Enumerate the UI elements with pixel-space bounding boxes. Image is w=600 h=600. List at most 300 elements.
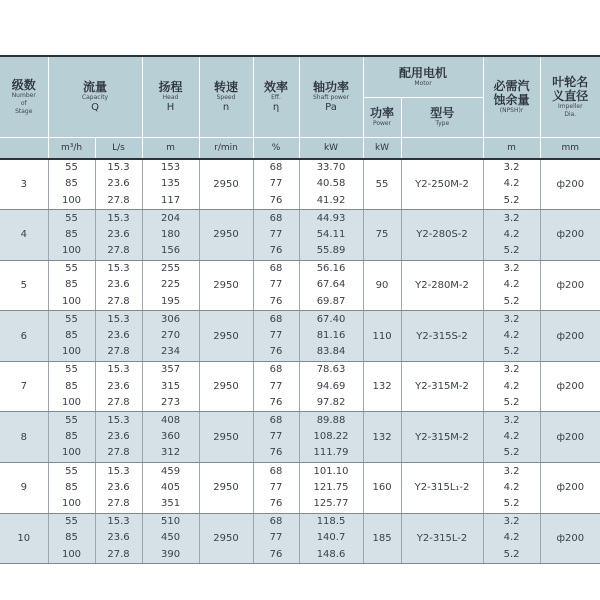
shaft-power-value: 97.82 bbox=[316, 396, 346, 408]
npsh-value-cell bbox=[483, 412, 540, 463]
shaft-power-value: 69.87 bbox=[316, 295, 346, 307]
shaft-power-value: 55.89 bbox=[316, 244, 346, 256]
efficiency-value: 76 bbox=[269, 497, 283, 509]
npsh-value: 4.2 bbox=[503, 431, 520, 443]
capacity-ls-value: 23.6 bbox=[107, 431, 130, 443]
speed-value: 2950 bbox=[199, 361, 253, 412]
npsh-value: 3.2 bbox=[503, 465, 520, 477]
efficiency-value-cell bbox=[253, 412, 299, 463]
efficiency-value-cell bbox=[253, 361, 299, 412]
motor-power-value: 132 bbox=[363, 361, 401, 412]
header-speed-symbol: n bbox=[222, 101, 230, 113]
npsh-value: 4.2 bbox=[503, 481, 520, 493]
unit-shaft-power: kW bbox=[299, 137, 363, 159]
motor-type-value: Y2-315L₁-2 bbox=[401, 463, 483, 514]
shaft-power-value: 125.77 bbox=[313, 497, 349, 509]
capacity-ls-value: 23.6 bbox=[107, 329, 130, 341]
capacity-ls-value: 27.8 bbox=[107, 548, 130, 560]
header-efficiency-en: Eff. bbox=[271, 93, 281, 101]
header-motor-type bbox=[401, 97, 483, 137]
capacity-m3h-value-cell bbox=[48, 463, 95, 514]
capacity-m3h-value: 85 bbox=[65, 228, 78, 240]
capacity-m3h-value: 100 bbox=[61, 346, 82, 358]
stage-group-row bbox=[0, 260, 600, 311]
capacity-m3h-value: 100 bbox=[61, 194, 82, 206]
head-value: 195 bbox=[160, 295, 181, 307]
head-value: 351 bbox=[160, 497, 181, 509]
efficiency-value-cell bbox=[253, 260, 299, 311]
efficiency-value: 76 bbox=[269, 194, 283, 206]
efficiency-value: 77 bbox=[269, 279, 283, 291]
header-efficiency bbox=[253, 56, 299, 137]
stage-group-row bbox=[0, 513, 600, 564]
capacity-ls-value: 23.6 bbox=[107, 228, 130, 240]
capacity-m3h-value: 85 bbox=[65, 279, 78, 291]
shaft-power-value-cell bbox=[299, 210, 363, 261]
efficiency-value: 76 bbox=[269, 447, 283, 459]
head-value: 306 bbox=[160, 313, 181, 325]
capacity-ls-value: 27.8 bbox=[107, 396, 130, 408]
motor-type-value: Y2-280S-2 bbox=[401, 210, 483, 261]
shaft-power-value: 111.79 bbox=[313, 447, 349, 459]
capacity-ls-value-cell bbox=[95, 311, 142, 362]
stage-group-row bbox=[0, 361, 600, 412]
header-shaft-power-zh: 轴功率 bbox=[313, 79, 350, 94]
efficiency-value: 68 bbox=[269, 313, 283, 325]
header-motor-power-en: Power bbox=[372, 120, 392, 127]
shaft-power-value: 140.7 bbox=[316, 532, 346, 544]
header-stage bbox=[0, 56, 48, 137]
speed-value: 2950 bbox=[199, 311, 253, 362]
shaft-power-value: 33.70 bbox=[316, 162, 346, 174]
efficiency-value: 77 bbox=[269, 178, 283, 190]
capacity-ls-value: 23.6 bbox=[107, 532, 130, 544]
shaft-power-value: 101.10 bbox=[313, 465, 349, 477]
npsh-value: 5.2 bbox=[503, 295, 520, 307]
npsh-value: 3.2 bbox=[503, 263, 520, 275]
capacity-m3h-value: 100 bbox=[61, 396, 82, 408]
motor-type-value: Y2-250M-2 bbox=[401, 159, 483, 210]
stage-number: 8 bbox=[0, 412, 48, 463]
impeller-diameter-value: ф200 bbox=[540, 210, 600, 261]
speed-value: 2950 bbox=[199, 159, 253, 210]
header-npsh bbox=[483, 56, 540, 137]
capacity-m3h-value: 100 bbox=[61, 548, 82, 560]
shaft-power-value: 67.64 bbox=[316, 279, 346, 291]
header-motor-type-en: Type bbox=[435, 120, 450, 127]
npsh-value: 5.2 bbox=[503, 244, 520, 256]
motor-type-value: Y2-280M-2 bbox=[401, 260, 483, 311]
capacity-ls-value-cell bbox=[95, 361, 142, 412]
capacity-ls-value-cell bbox=[95, 513, 142, 564]
shaft-power-value: 148.6 bbox=[316, 548, 346, 560]
head-value: 153 bbox=[160, 162, 181, 174]
header-head bbox=[142, 56, 199, 137]
capacity-m3h-value: 55 bbox=[65, 212, 78, 224]
head-value: 117 bbox=[160, 194, 181, 206]
efficiency-value: 68 bbox=[269, 364, 283, 376]
unit-motor-power: kW bbox=[363, 137, 401, 159]
capacity-m3h-value: 100 bbox=[61, 497, 82, 509]
stage-group-row bbox=[0, 210, 600, 261]
efficiency-value: 68 bbox=[269, 516, 283, 528]
shaft-power-value: 44.93 bbox=[316, 212, 346, 224]
head-value: 180 bbox=[160, 228, 181, 240]
capacity-ls-value: 27.8 bbox=[107, 194, 130, 206]
npsh-value: 5.2 bbox=[503, 497, 520, 509]
head-value: 357 bbox=[160, 364, 181, 376]
header-impeller-en1: Impeller bbox=[557, 102, 583, 110]
shaft-power-value-cell bbox=[299, 159, 363, 210]
capacity-m3h-value: 85 bbox=[65, 380, 78, 392]
motor-type-value: Y2-315M-2 bbox=[401, 361, 483, 412]
header-head-zh: 扬程 bbox=[158, 79, 183, 94]
capacity-ls-value: 27.8 bbox=[107, 447, 130, 459]
capacity-m3h-value: 85 bbox=[65, 431, 78, 443]
npsh-value-cell bbox=[483, 311, 540, 362]
capacity-m3h-value: 55 bbox=[65, 364, 78, 376]
header-motor bbox=[363, 56, 483, 97]
impeller-diameter-value: ф200 bbox=[540, 260, 600, 311]
head-value-cell bbox=[142, 463, 199, 514]
capacity-m3h-value: 85 bbox=[65, 329, 78, 341]
header-shaft-power-en: Shaft power bbox=[312, 93, 350, 101]
npsh-value: 3.2 bbox=[503, 162, 520, 174]
head-value: 450 bbox=[160, 532, 181, 544]
npsh-value-cell bbox=[483, 463, 540, 514]
capacity-ls-value: 15.3 bbox=[107, 212, 130, 224]
efficiency-value-cell bbox=[253, 311, 299, 362]
stage-number: 5 bbox=[0, 260, 48, 311]
speed-value: 2950 bbox=[199, 210, 253, 261]
capacity-m3h-value: 100 bbox=[61, 447, 82, 459]
header-speed-en: Speed bbox=[216, 93, 236, 101]
npsh-value-cell bbox=[483, 159, 540, 210]
head-value: 510 bbox=[160, 516, 181, 528]
capacity-ls-value: 15.3 bbox=[107, 162, 130, 174]
capacity-ls-value: 23.6 bbox=[107, 178, 130, 190]
header-motor-power bbox=[363, 97, 401, 137]
unit-capacity-m3h: m³/h bbox=[48, 137, 95, 159]
header-head-en: Head bbox=[162, 93, 179, 101]
capacity-m3h-value-cell bbox=[48, 513, 95, 564]
head-value: 390 bbox=[160, 548, 181, 560]
header-impeller bbox=[540, 56, 600, 137]
head-value: 405 bbox=[160, 481, 181, 493]
unit-impeller: mm bbox=[540, 137, 600, 159]
shaft-power-value-cell bbox=[299, 361, 363, 412]
efficiency-value-cell bbox=[253, 159, 299, 210]
shaft-power-value: 89.88 bbox=[316, 414, 346, 426]
motor-power-value: 160 bbox=[363, 463, 401, 514]
stage-number: 10 bbox=[0, 513, 48, 564]
head-value-cell bbox=[142, 412, 199, 463]
stage-number: 4 bbox=[0, 210, 48, 261]
efficiency-value: 77 bbox=[269, 532, 283, 544]
npsh-value: 5.2 bbox=[503, 447, 520, 459]
head-value: 270 bbox=[160, 329, 181, 341]
stage-group-row bbox=[0, 311, 600, 362]
efficiency-value-cell bbox=[253, 463, 299, 514]
motor-power-value: 90 bbox=[363, 260, 401, 311]
head-value: 459 bbox=[160, 465, 181, 477]
motor-power-value: 55 bbox=[363, 159, 401, 210]
stage-group-row bbox=[0, 412, 600, 463]
motor-power-value: 185 bbox=[363, 513, 401, 564]
efficiency-value: 77 bbox=[269, 329, 283, 341]
impeller-diameter-value: ф200 bbox=[540, 311, 600, 362]
capacity-ls-value: 23.6 bbox=[107, 481, 130, 493]
shaft-power-value: 67.40 bbox=[316, 313, 346, 325]
head-value: 315 bbox=[160, 380, 181, 392]
head-value-cell bbox=[142, 210, 199, 261]
speed-value: 2950 bbox=[199, 513, 253, 564]
stage-number: 3 bbox=[0, 159, 48, 210]
capacity-ls-value: 23.6 bbox=[107, 380, 130, 392]
shaft-power-value: 94.69 bbox=[316, 380, 346, 392]
capacity-m3h-value-cell bbox=[48, 361, 95, 412]
efficiency-value: 76 bbox=[269, 396, 283, 408]
unit-efficiency: % bbox=[253, 137, 299, 159]
capacity-ls-value: 15.3 bbox=[107, 263, 130, 275]
header-motor-type-zh: 型号 bbox=[430, 106, 455, 120]
stage-number: 6 bbox=[0, 311, 48, 362]
shaft-power-value: 81.16 bbox=[316, 329, 346, 341]
unit-head: m bbox=[142, 137, 199, 159]
npsh-value: 5.2 bbox=[503, 194, 520, 206]
capacity-m3h-value: 55 bbox=[65, 516, 78, 528]
unit-capacity-ls: L/s bbox=[95, 137, 142, 159]
capacity-ls-value: 27.8 bbox=[107, 244, 130, 256]
capacity-ls-value-cell bbox=[95, 463, 142, 514]
efficiency-value: 77 bbox=[269, 481, 283, 493]
shaft-power-value-cell bbox=[299, 463, 363, 514]
capacity-m3h-value: 55 bbox=[65, 162, 78, 174]
capacity-m3h-value-cell bbox=[48, 159, 95, 210]
motor-power-value: 132 bbox=[363, 412, 401, 463]
capacity-ls-value: 23.6 bbox=[107, 279, 130, 291]
motor-power-value: 75 bbox=[363, 210, 401, 261]
npsh-value: 4.2 bbox=[503, 380, 520, 392]
shaft-power-value: 108.22 bbox=[313, 431, 349, 443]
efficiency-value: 68 bbox=[269, 263, 283, 275]
capacity-ls-value: 15.3 bbox=[107, 465, 130, 477]
header-npsh-zh2: 蚀余量 bbox=[493, 92, 530, 107]
header-capacity bbox=[48, 56, 142, 137]
header-stage-en3: Stage bbox=[15, 107, 33, 115]
capacity-m3h-value: 55 bbox=[65, 465, 78, 477]
head-value: 204 bbox=[160, 212, 181, 224]
speed-value: 2950 bbox=[199, 463, 253, 514]
header-capacity-zh: 流量 bbox=[83, 79, 108, 94]
head-value: 234 bbox=[160, 346, 181, 358]
header-npsh-en: (NPSH)r bbox=[499, 106, 524, 114]
header-shaft-power bbox=[299, 56, 363, 137]
head-value: 312 bbox=[160, 447, 181, 459]
efficiency-value: 68 bbox=[269, 212, 283, 224]
shaft-power-value: 118.5 bbox=[316, 516, 346, 528]
npsh-value: 5.2 bbox=[503, 346, 520, 358]
speed-value: 2950 bbox=[199, 412, 253, 463]
npsh-value: 3.2 bbox=[503, 414, 520, 426]
efficiency-value-cell bbox=[253, 210, 299, 261]
pump-spec-table bbox=[0, 55, 600, 564]
npsh-value: 5.2 bbox=[503, 396, 520, 408]
impeller-diameter-value: ф200 bbox=[540, 412, 600, 463]
units-row bbox=[0, 137, 600, 159]
impeller-diameter-value: ф200 bbox=[540, 361, 600, 412]
stage-number: 9 bbox=[0, 463, 48, 514]
capacity-m3h-value: 85 bbox=[65, 178, 78, 190]
head-value: 273 bbox=[160, 396, 181, 408]
head-value-cell bbox=[142, 361, 199, 412]
shaft-power-value: 56.16 bbox=[316, 263, 346, 275]
shaft-power-value-cell bbox=[299, 260, 363, 311]
capacity-m3h-value: 55 bbox=[65, 313, 78, 325]
capacity-ls-value-cell bbox=[95, 159, 142, 210]
capacity-ls-value-cell bbox=[95, 210, 142, 261]
head-value: 156 bbox=[160, 244, 181, 256]
capacity-m3h-value-cell bbox=[48, 260, 95, 311]
npsh-value: 4.2 bbox=[503, 178, 520, 190]
head-value-cell bbox=[142, 311, 199, 362]
shaft-power-value: 40.58 bbox=[316, 178, 346, 190]
head-value: 360 bbox=[160, 431, 181, 443]
header-stage-zh: 级数 bbox=[11, 77, 36, 92]
capacity-ls-value: 15.3 bbox=[107, 364, 130, 376]
head-value: 225 bbox=[160, 279, 181, 291]
header-efficiency-zh: 效率 bbox=[264, 79, 289, 94]
efficiency-value: 68 bbox=[269, 465, 283, 477]
efficiency-value: 76 bbox=[269, 346, 283, 358]
header-stage-en1: Number bbox=[11, 91, 36, 99]
npsh-value: 5.2 bbox=[503, 548, 520, 560]
npsh-value: 3.2 bbox=[503, 364, 520, 376]
capacity-m3h-value-cell bbox=[48, 210, 95, 261]
stage-group-row bbox=[0, 159, 600, 210]
efficiency-value: 68 bbox=[269, 162, 283, 174]
table-header bbox=[0, 56, 600, 159]
capacity-ls-value: 27.8 bbox=[107, 346, 130, 358]
npsh-value-cell bbox=[483, 210, 540, 261]
npsh-value: 3.2 bbox=[503, 212, 520, 224]
shaft-power-value-cell bbox=[299, 311, 363, 362]
efficiency-value: 76 bbox=[269, 244, 283, 256]
table-body bbox=[0, 159, 600, 564]
npsh-value: 3.2 bbox=[503, 313, 520, 325]
capacity-m3h-value: 85 bbox=[65, 481, 78, 493]
header-speed bbox=[199, 56, 253, 137]
header-motor-power-zh: 功率 bbox=[370, 106, 395, 120]
head-value-cell bbox=[142, 260, 199, 311]
capacity-m3h-value: 55 bbox=[65, 263, 78, 275]
stage-number: 7 bbox=[0, 361, 48, 412]
shaft-power-value: 121.75 bbox=[313, 481, 349, 493]
shaft-power-value: 83.84 bbox=[316, 346, 346, 358]
stage-group-row bbox=[0, 463, 600, 514]
shaft-power-value-cell bbox=[299, 412, 363, 463]
header-npsh-zh1: 必需汽 bbox=[493, 78, 530, 93]
npsh-value-cell bbox=[483, 260, 540, 311]
pump-spec-table-container bbox=[0, 55, 600, 564]
capacity-m3h-value: 100 bbox=[61, 295, 82, 307]
efficiency-value: 77 bbox=[269, 380, 283, 392]
npsh-value-cell bbox=[483, 361, 540, 412]
header-efficiency-symbol: η bbox=[272, 101, 280, 113]
speed-value: 2950 bbox=[199, 260, 253, 311]
header-row-1 bbox=[0, 56, 600, 97]
capacity-m3h-value: 85 bbox=[65, 532, 78, 544]
header-stage-en2: of bbox=[20, 99, 27, 107]
capacity-ls-value-cell bbox=[95, 412, 142, 463]
capacity-m3h-value: 55 bbox=[65, 414, 78, 426]
motor-type-value: Y2-315S-2 bbox=[401, 311, 483, 362]
header-capacity-symbol: Q bbox=[91, 101, 99, 113]
impeller-diameter-value: ф200 bbox=[540, 463, 600, 514]
efficiency-value: 76 bbox=[269, 295, 283, 307]
npsh-value: 4.2 bbox=[503, 228, 520, 240]
efficiency-value: 77 bbox=[269, 228, 283, 240]
header-impeller-zh2: 义直径 bbox=[552, 88, 589, 103]
unit-speed: r/min bbox=[199, 137, 253, 159]
header-shaft-power-symbol: Pa bbox=[325, 101, 337, 113]
efficiency-value: 76 bbox=[269, 548, 283, 560]
head-value: 255 bbox=[160, 263, 181, 275]
shaft-power-value: 41.92 bbox=[316, 194, 346, 206]
capacity-ls-value: 27.8 bbox=[107, 497, 130, 509]
head-value: 408 bbox=[160, 414, 181, 426]
shaft-power-value-cell bbox=[299, 513, 363, 564]
npsh-value: 4.2 bbox=[503, 532, 520, 544]
capacity-m3h-value: 100 bbox=[61, 244, 82, 256]
capacity-ls-value: 15.3 bbox=[107, 516, 130, 528]
capacity-m3h-value-cell bbox=[48, 412, 95, 463]
header-speed-zh: 转速 bbox=[214, 79, 239, 94]
motor-type-value: Y2-315M-2 bbox=[401, 412, 483, 463]
capacity-ls-value-cell bbox=[95, 260, 142, 311]
efficiency-value-cell bbox=[253, 513, 299, 564]
unit-motor-type bbox=[401, 137, 483, 159]
capacity-ls-value: 15.3 bbox=[107, 414, 130, 426]
header-impeller-en2: Dia. bbox=[564, 110, 577, 118]
header-impeller-zh1: 叶轮名 bbox=[552, 74, 589, 89]
shaft-power-value: 54.11 bbox=[316, 228, 346, 240]
npsh-value-cell bbox=[483, 513, 540, 564]
impeller-diameter-value: ф200 bbox=[540, 513, 600, 564]
head-value-cell bbox=[142, 159, 199, 210]
capacity-ls-value: 27.8 bbox=[107, 295, 130, 307]
capacity-ls-value: 15.3 bbox=[107, 313, 130, 325]
head-value: 135 bbox=[160, 178, 181, 190]
header-motor-zh: 配用电机 bbox=[399, 65, 448, 80]
motor-power-value: 110 bbox=[363, 311, 401, 362]
npsh-value: 4.2 bbox=[503, 329, 520, 341]
header-head-symbol: H bbox=[166, 101, 175, 113]
shaft-power-value: 78.63 bbox=[316, 364, 346, 376]
npsh-value: 3.2 bbox=[503, 516, 520, 528]
npsh-value: 4.2 bbox=[503, 279, 520, 291]
efficiency-value: 68 bbox=[269, 414, 283, 426]
motor-type-value: Y2-315L-2 bbox=[401, 513, 483, 564]
efficiency-value: 77 bbox=[269, 431, 283, 443]
head-value-cell bbox=[142, 513, 199, 564]
header-motor-en: Motor bbox=[414, 79, 432, 87]
capacity-m3h-value-cell bbox=[48, 311, 95, 362]
header-capacity-en: Capacity bbox=[81, 93, 109, 101]
unit-stage bbox=[0, 137, 48, 159]
impeller-diameter-value: ф200 bbox=[540, 159, 600, 210]
unit-npsh: m bbox=[483, 137, 540, 159]
